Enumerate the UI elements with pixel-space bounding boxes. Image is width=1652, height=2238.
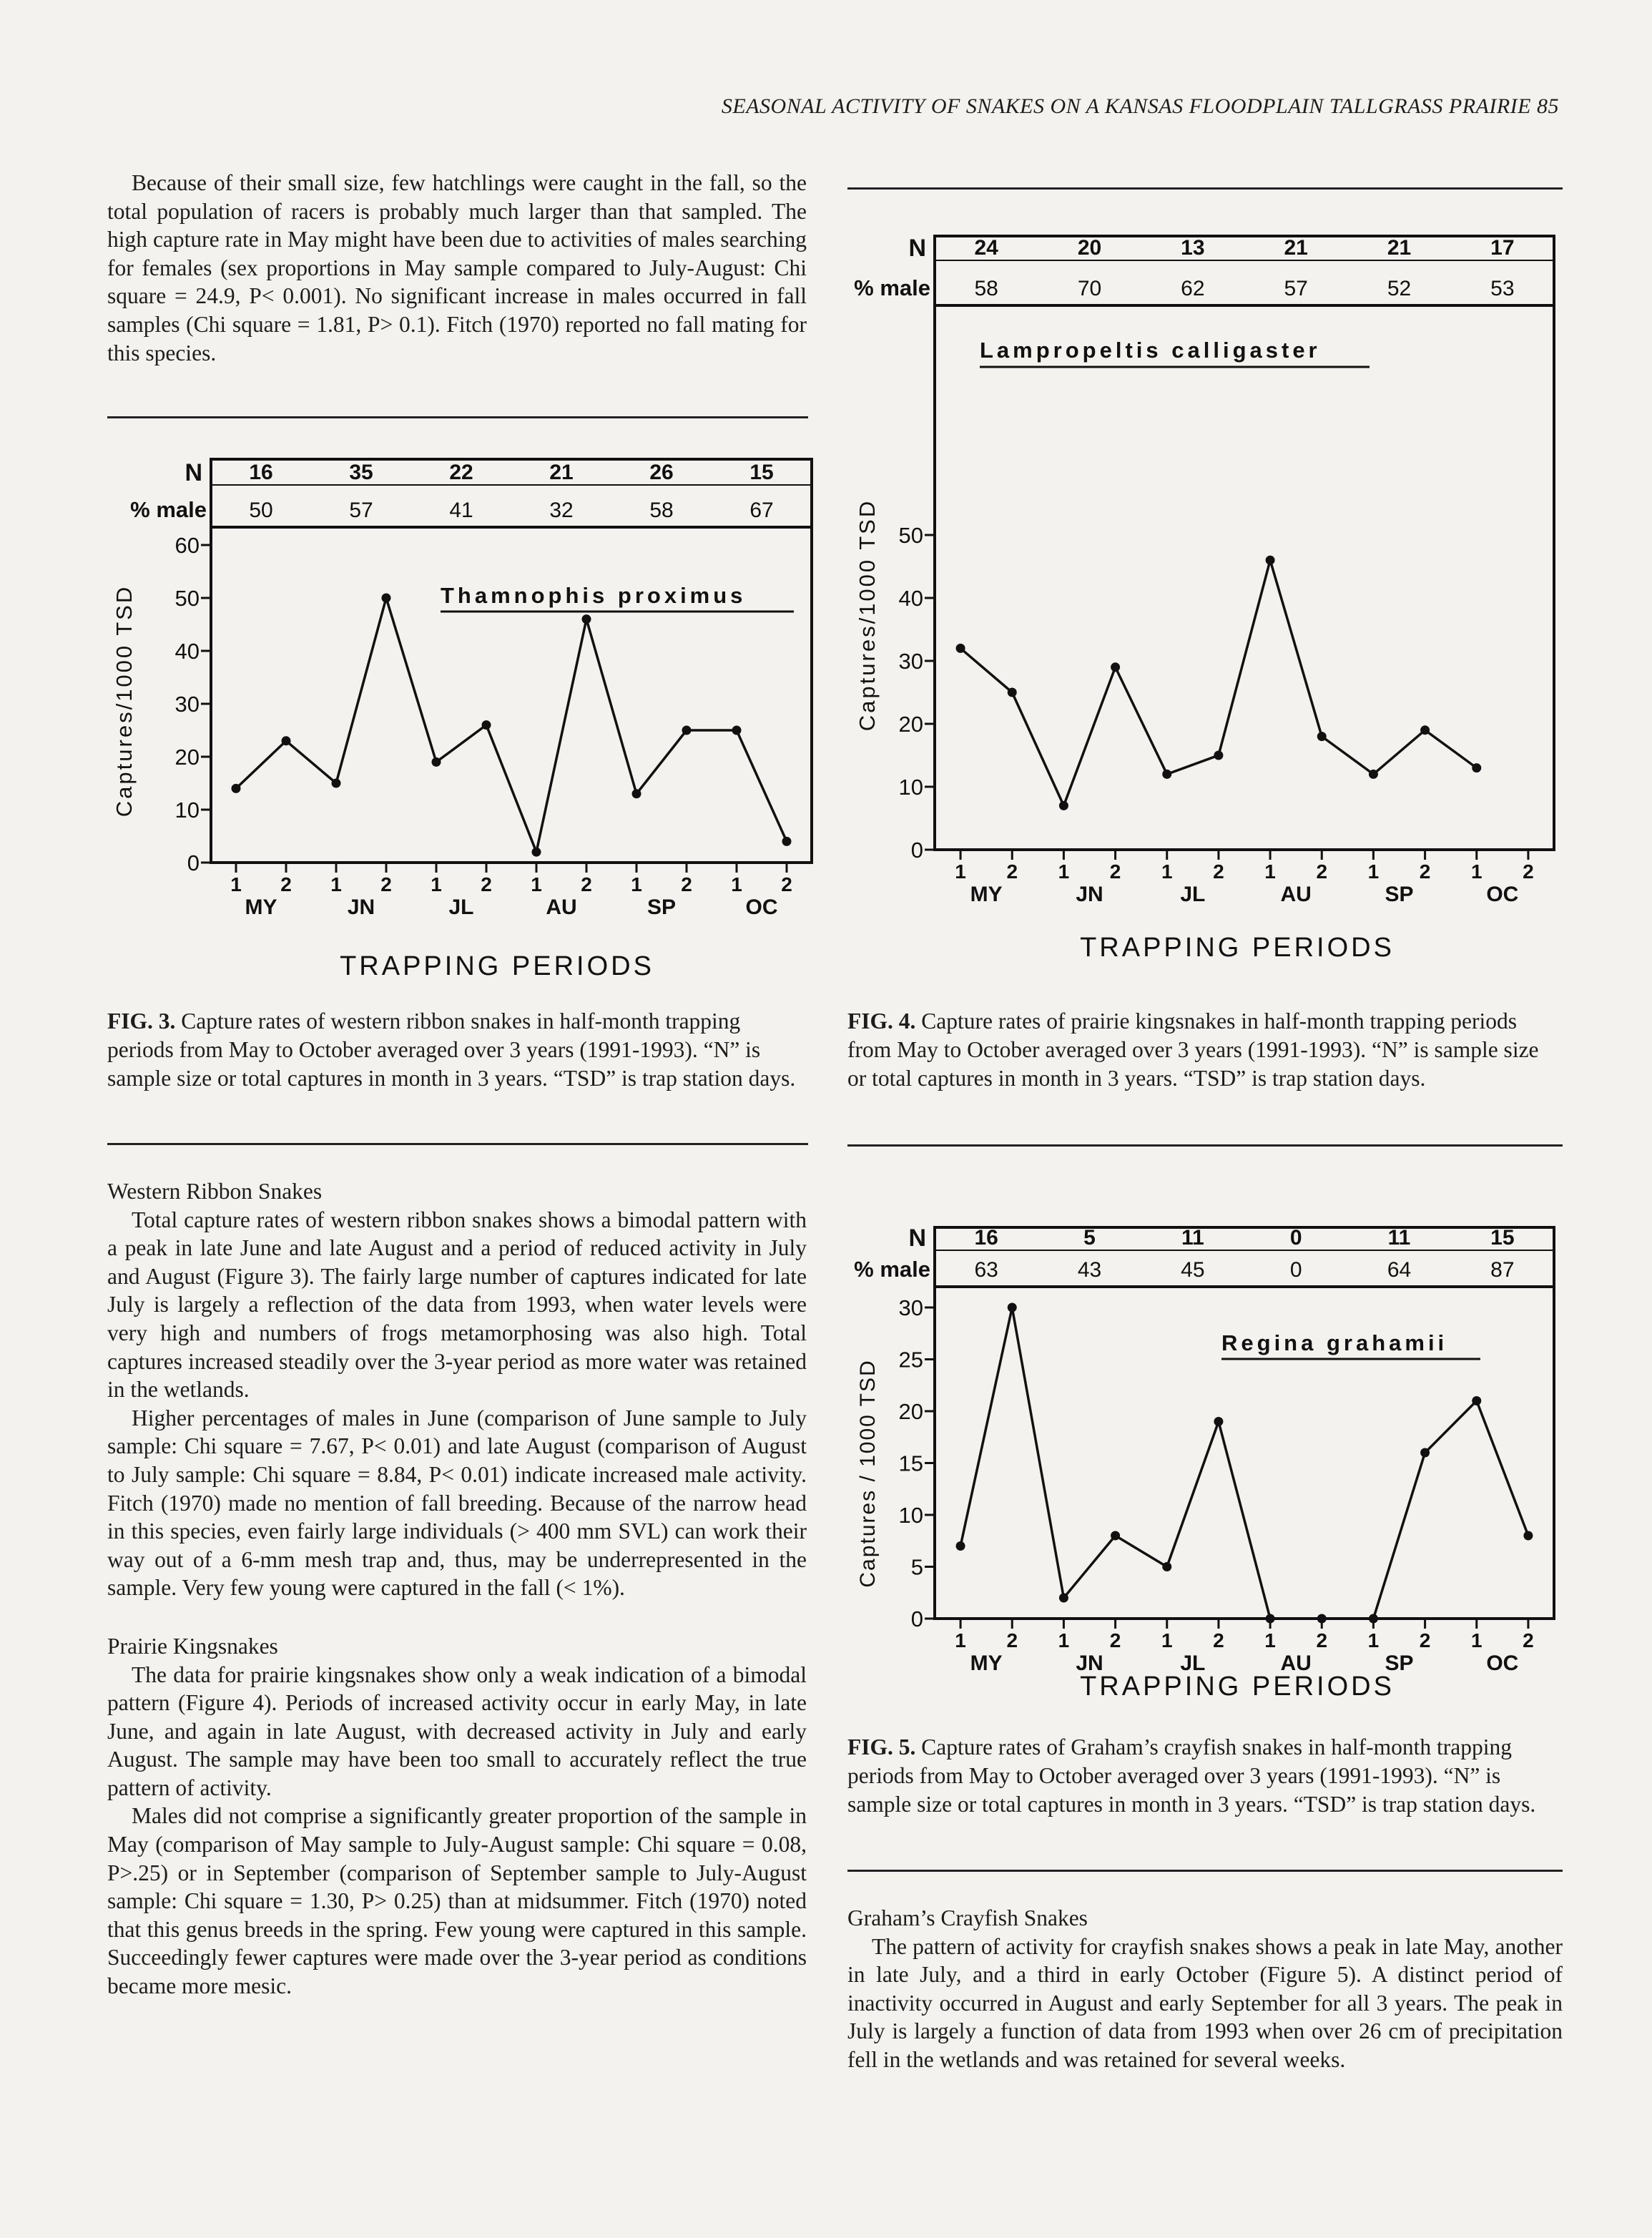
fig5-xtick-label: 2 xyxy=(1523,1629,1534,1651)
fig5-month-label: MY xyxy=(970,1651,1003,1675)
fig4-month-label: MY xyxy=(970,883,1003,906)
fig3-ytick-label: 30 xyxy=(174,692,200,717)
fig5-xtick-label: 2 xyxy=(1419,1629,1431,1651)
fig5-xtick-label: 2 xyxy=(1109,1629,1121,1651)
fig5-male-value: 63 xyxy=(974,1258,998,1282)
fig5-ytick-label: 5 xyxy=(910,1554,923,1580)
fig5-ytick-label: 15 xyxy=(898,1451,923,1476)
racer-paragraph: Because of their small size, few hatchlings were caught in the fall, so the total population of racers is probably much larger than that sampled. The high capture rate in May might have been due to activities of males searching for females (sex proportions in May sample compared to July-August: Chi square = 24.9, P< 0.001). No significant increase in males occurred in fall samples (Chi square = 1.81, P> 0.1). Fitch (1970) reported no fall mating for this species. xyxy=(107,170,807,365)
fig3-n-value: 26 xyxy=(649,461,674,484)
fig3-xtick-label: 1 xyxy=(330,873,342,895)
fig5-data-point xyxy=(1214,1417,1223,1426)
fig4-ytick-label: 40 xyxy=(898,586,923,611)
fig4-ytick-label: 0 xyxy=(910,838,923,863)
fig5-n-value: 16 xyxy=(974,1226,998,1250)
fig5-male-value: 45 xyxy=(1181,1258,1205,1282)
fig5-data-point xyxy=(1008,1303,1017,1312)
left-top-text xyxy=(107,169,807,367)
fig4-xtick-label: 1 xyxy=(1058,860,1070,883)
fig5-data-point xyxy=(1162,1562,1171,1571)
fig5-n-value: 15 xyxy=(1490,1226,1515,1250)
fig5-xtick-label: 2 xyxy=(1316,1629,1328,1651)
fig5-n-value: 0 xyxy=(1289,1226,1302,1250)
fig3-n-value: 16 xyxy=(249,461,273,484)
rule-right-1 xyxy=(847,187,1563,190)
fig3-male-value: 32 xyxy=(549,499,574,522)
fig4-n-value: 20 xyxy=(1077,236,1102,260)
fig3-male-value: 58 xyxy=(649,499,674,522)
fig3-xtick-label: 2 xyxy=(481,873,492,895)
fig4-ylabel: Captures/1000 TSD xyxy=(855,499,880,732)
fig3-data-point xyxy=(332,779,341,788)
fig5-ytick-label: 0 xyxy=(910,1606,923,1631)
fig4-xtick-label: 2 xyxy=(1316,860,1328,883)
fig4-n-label: N xyxy=(908,235,926,262)
fig3-xtick-label: 2 xyxy=(380,873,392,895)
fig4-male-value: 53 xyxy=(1490,277,1515,300)
fig4-male-value: 70 xyxy=(1077,277,1102,300)
fig3-data-point xyxy=(782,837,792,846)
fig5-xtick-label: 1 xyxy=(1470,1629,1483,1651)
fig5-xlabel: TRAPPING PERIODS xyxy=(1080,1672,1395,1702)
fig4-data-point xyxy=(1162,770,1171,779)
fig3-male-label: % male xyxy=(130,497,207,522)
fig4-data-point xyxy=(1266,556,1275,565)
fig3-chart xyxy=(107,443,815,987)
fig5-xtick-label: 1 xyxy=(1058,1629,1070,1651)
fig5-n-value: 11 xyxy=(1181,1226,1204,1250)
fig5-month-label: AU xyxy=(1280,1651,1312,1675)
fig5-data-point xyxy=(1523,1531,1533,1541)
fig3-data-point xyxy=(582,614,591,624)
left-body-text xyxy=(107,1177,807,2001)
fig5-data-point xyxy=(1472,1396,1481,1405)
fig4-xtick-label: 2 xyxy=(1213,860,1224,883)
fig5-data-point xyxy=(1369,1614,1378,1624)
fig4-month-label: OC xyxy=(1486,883,1519,906)
kings-heading: Prairie Kingsnakes xyxy=(107,1633,278,1659)
fig5-data-point xyxy=(956,1541,965,1551)
fig4-male-value: 52 xyxy=(1387,277,1412,300)
right-body-text xyxy=(847,1904,1563,2074)
fig5-xtick-label: 1 xyxy=(1264,1629,1276,1651)
fig3-male-value: 67 xyxy=(749,499,774,522)
fig4-chart xyxy=(847,215,1563,973)
fig4-xtick-label: 2 xyxy=(1523,860,1534,883)
fig3-xlabel: TRAPPING PERIODS xyxy=(340,951,654,981)
fig5-data-point xyxy=(1059,1594,1068,1603)
fig3-caption-text: Capture rates of western ribbon snakes in half-month trapping periods from May to October averaged over 3 years (1991-1993). “N” is sample size or total captures in month in 3 years. “TSD” is trap station days. xyxy=(107,1008,796,1091)
fig4-male-value: 62 xyxy=(1181,277,1205,300)
fig3-xtick-label: 1 xyxy=(230,873,242,895)
ribbon-heading: Western Ribbon Snakes xyxy=(107,1179,323,1204)
fig5-ylabel: Captures / 1000 TSD xyxy=(856,1359,880,1588)
fig3-data-point xyxy=(432,757,441,767)
fig5-title: Regina grahamii xyxy=(1221,1330,1448,1355)
fig3-month-label: OC xyxy=(745,895,778,919)
fig5-male-value: 43 xyxy=(1077,1258,1102,1282)
fig4-data-point xyxy=(1214,751,1223,760)
fig4-male-value: 57 xyxy=(1284,277,1308,300)
fig3-male-value: 57 xyxy=(349,499,373,522)
fig3-month-label: JN xyxy=(347,895,375,919)
fig5-male-value: 64 xyxy=(1387,1258,1412,1282)
fig5-xtick-label: 1 xyxy=(1161,1629,1173,1651)
fig4-ytick-label: 30 xyxy=(898,649,923,674)
fig4-ytick-label: 20 xyxy=(898,712,923,737)
fig4-data-point xyxy=(956,644,965,653)
fig4-xtick-label: 2 xyxy=(1006,860,1018,883)
fig4-male-label: % male xyxy=(854,275,930,300)
fig5-caption xyxy=(847,1733,1563,1819)
fig4-male-value: 58 xyxy=(974,277,998,300)
fig5-month-label: OC xyxy=(1486,1651,1519,1675)
running-header: SEASONAL ACTIVITY OF SNAKES ON A KANSAS FLOODPLAIN TALLGRASS PRAIRIE 85 xyxy=(721,94,1559,118)
fig4-month-label: SP xyxy=(1385,883,1414,906)
fig4-data-point xyxy=(1059,801,1068,810)
fig4-data-point xyxy=(1472,763,1481,772)
fig4-data-point xyxy=(1111,662,1120,672)
fig4-month-label: JN xyxy=(1076,883,1103,906)
fig5-ytick-label: 30 xyxy=(898,1295,923,1320)
fig5-data-point xyxy=(1317,1614,1327,1624)
fig4-xtick-label: 1 xyxy=(1264,860,1276,883)
fig3-month-label: MY xyxy=(245,895,277,919)
fig5-ytick-label: 25 xyxy=(898,1347,923,1373)
fig5-xtick-label: 1 xyxy=(1367,1629,1380,1651)
fig3-xtick-label: 2 xyxy=(681,873,692,895)
fig4-data-point xyxy=(1008,688,1017,697)
fig5-male-value: 0 xyxy=(1289,1258,1302,1282)
fig3-month-label: AU xyxy=(546,895,577,919)
ribbon-p1: Total capture rates of western ribbon snakes shows a bimodal pattern with a peak in late June and late August and a period of reduced activity in July and August (Figure 3). The fairly large number of captures indicated for late July is largely a reflection of the data from 1993, when water levels were very high and numbers of frogs metamorphosing was also high. Total captures increased steadily over the 3-year period as more water was retained in the wetlands. xyxy=(107,1207,807,1403)
crayfish-p1: The pattern of activity for crayfish snakes shows a peak in late May, another in late July, and a third in early October (Figure 5). A distinct period of inactivity occurred in August and early September for all 3 years. The peak in July is largely a function of data from 1993 when over 26 cm of precipitation fell in the wetlands and was retained for several weeks. xyxy=(847,1933,1563,2072)
fig5-n-value: 5 xyxy=(1083,1226,1096,1250)
fig3-xtick-label: 1 xyxy=(431,873,442,895)
fig3-n-value: 15 xyxy=(749,461,774,484)
fig5-ytick-label: 10 xyxy=(898,1503,923,1528)
fig5-chart xyxy=(847,1216,1563,1709)
fig5-xtick-label: 1 xyxy=(955,1629,966,1651)
fig4-series-line xyxy=(960,560,1477,805)
kings-p2: Males did not comprise a significantly greater proportion of the sample in May (comparison of May sample to July-August sample: Chi square = 0.08, P>.25) or in September (comparison of September sample to July-August sample: Chi square = 1.30, P> 0.25) than at midsummer. Fitch (1970) noted that this genus breeds in the spring. Few young were captured in this sample. Succeedingly fewer captures were made over the 3-year period as conditions became more mesic. xyxy=(107,1803,807,1999)
rule-right-2 xyxy=(847,1144,1563,1147)
fig4-n-value: 21 xyxy=(1387,236,1412,260)
fig3-ytick-label: 50 xyxy=(174,586,200,611)
fig4-n-value: 24 xyxy=(974,236,998,260)
fig3-male-value: 50 xyxy=(249,499,273,522)
fig3-ytick-label: 40 xyxy=(174,639,200,664)
fig3-male-value: 41 xyxy=(449,499,473,522)
fig3-xtick-label: 2 xyxy=(781,873,792,895)
fig3-series-line xyxy=(236,598,787,852)
fig3-month-label: JL xyxy=(448,895,474,919)
fig4-data-point xyxy=(1317,732,1327,741)
fig5-xtick-label: 2 xyxy=(1006,1629,1018,1651)
fig3-data-point xyxy=(482,720,491,730)
fig4-n-value: 13 xyxy=(1181,236,1205,260)
fig4-caption-text: Capture rates of prairie kingsnakes in half-month trapping periods from May to October averaged over 3 years (1991-1993). “N” is sample size or total captures in month in 3 years. “TSD” is trap station days. xyxy=(847,1008,1539,1091)
fig3-plot-frame xyxy=(211,459,812,863)
fig3-ylabel: Captures/1000 TSD xyxy=(112,584,137,818)
fig3-title: Thamnophis proximus xyxy=(441,583,747,608)
fig3-ytick-label: 10 xyxy=(174,797,200,823)
fig4-title: Lampropeltis calligaster xyxy=(980,338,1321,363)
rule-left-2 xyxy=(107,1143,808,1145)
fig4-month-label: AU xyxy=(1280,883,1312,906)
fig5-male-value: 87 xyxy=(1490,1258,1515,1282)
fig5-data-point xyxy=(1111,1531,1120,1541)
fig5-data-point xyxy=(1420,1448,1430,1458)
fig3-xtick-label: 1 xyxy=(531,873,542,895)
fig4-xtick-label: 2 xyxy=(1419,860,1431,883)
fig4-ytick-label: 50 xyxy=(898,523,923,548)
fig4-data-point xyxy=(1420,725,1430,735)
fig5-n-value: 11 xyxy=(1387,1226,1411,1250)
fig3-ytick-label: 60 xyxy=(174,533,200,558)
fig5-caption-label: FIG. 5. xyxy=(847,1734,916,1760)
fig3-data-point xyxy=(282,736,291,745)
fig3-n-value: 35 xyxy=(349,461,373,484)
fig5-month-label: JN xyxy=(1076,1651,1103,1675)
fig5-ytick-label: 20 xyxy=(898,1399,923,1424)
fig4-caption-label: FIG. 4. xyxy=(847,1008,916,1034)
fig3-data-point xyxy=(532,848,541,857)
fig3-xtick-label: 2 xyxy=(581,873,592,895)
fig3-n-value: 22 xyxy=(449,461,473,484)
fig3-data-point xyxy=(232,784,241,793)
fig3-caption-label: FIG. 3. xyxy=(107,1008,176,1034)
fig4-xtick-label: 1 xyxy=(1367,860,1380,883)
fig3-n-value: 21 xyxy=(549,461,574,484)
kings-p1: The data for prairie kingsnakes show only a weak indication of a bimodal pattern (Figure 4). Periods of increased activity occur in early May, in late June, and again in late August, with decreased activity in July and early August. The sample may have been too small to accurately reflect the true pattern of activity. xyxy=(107,1662,807,1800)
fig5-data-point xyxy=(1266,1614,1275,1624)
fig4-xtick-label: 1 xyxy=(955,860,966,883)
fig4-xlabel: TRAPPING PERIODS xyxy=(1080,933,1395,963)
fig5-male-label: % male xyxy=(854,1257,930,1282)
fig5-month-label: JL xyxy=(1180,1651,1206,1675)
fig5-caption-text: Capture rates of Graham’s crayfish snakes in half-month trapping periods from May to October averaged over 3 years (1991-1993). “N” is sample size or total captures in month in 3 years. “TSD” is trap station days. xyxy=(847,1734,1536,1817)
fig3-xtick-label: 1 xyxy=(731,873,742,895)
fig4-caption xyxy=(847,1007,1563,1093)
fig3-xtick-label: 1 xyxy=(631,873,642,895)
fig5-xtick-label: 2 xyxy=(1213,1629,1224,1651)
crayfish-heading: Graham’s Crayfish Snakes xyxy=(847,1905,1088,1930)
fig4-n-value: 21 xyxy=(1284,236,1308,260)
fig5-month-label: SP xyxy=(1385,1651,1414,1675)
fig4-data-point xyxy=(1369,770,1378,779)
fig3-data-point xyxy=(632,789,641,798)
fig3-caption xyxy=(107,1007,808,1093)
fig3-data-point xyxy=(382,594,391,603)
fig3-month-label: SP xyxy=(646,895,677,919)
fig4-xtick-label: 2 xyxy=(1109,860,1121,883)
fig3-data-point xyxy=(682,726,692,735)
fig3-xtick-label: 2 xyxy=(280,873,292,895)
fig4-xtick-label: 1 xyxy=(1161,860,1173,883)
fig5-n-label: N xyxy=(908,1224,926,1252)
fig3-data-point xyxy=(732,726,742,735)
fig4-xtick-label: 1 xyxy=(1470,860,1483,883)
fig3-ytick-label: 20 xyxy=(174,745,200,770)
fig3-ytick-label: 0 xyxy=(187,850,200,875)
fig4-ytick-label: 10 xyxy=(898,775,923,800)
rule-right-3 xyxy=(847,1870,1563,1872)
fig4-n-value: 17 xyxy=(1490,236,1515,260)
rule-left-1 xyxy=(107,416,808,418)
ribbon-p2: Higher percentages of males in June (comparison of June sample to July sample: Chi square = 7.67, P< 0.01) and late August (comparison of August to July sample: Chi square = 8.84, P< 0.01) indicate increased male activity. Fitch (1970) made no mention of fall breeding. Because of the narrow head in this species, even fairly large individuals (> 400 mm SVL) can work their way out of a 6-mm mesh trap and, thus, may be underrepresented in the sample. Very few young were captured in the fall (< 1%). xyxy=(107,1405,807,1601)
fig3-n-label: N xyxy=(185,459,202,486)
fig4-month-label: JL xyxy=(1180,883,1206,906)
